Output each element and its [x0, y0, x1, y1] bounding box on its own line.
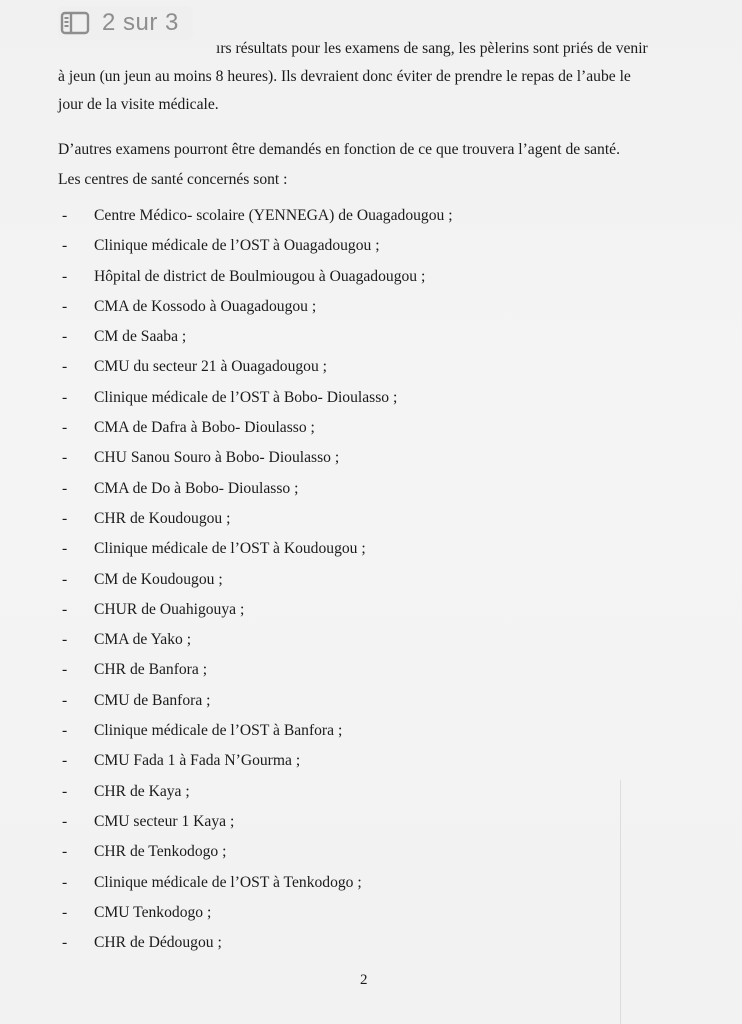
list-item: [62, 655, 453, 685]
center-name: CHR de Koudougou ;: [94, 509, 231, 527]
bullet-dash: -: [62, 843, 68, 861]
center-name: Clinique médicale de l’OST à Banfora ;: [94, 722, 343, 740]
center-name: CHR de Kaya ;: [94, 782, 190, 800]
bullet-dash: -: [62, 631, 68, 649]
bullet-dash: -: [62, 297, 68, 315]
center-name: CHUR de Ouahigouya ;: [94, 600, 245, 618]
center-name: Clinique médicale de l’OST à Tenkodogo ;: [94, 873, 362, 891]
page-indicator-label: 2 sur 3: [102, 9, 179, 36]
list-item: [62, 534, 453, 564]
paragraph-centers-intro: Les centres de santé concernés sont :: [58, 171, 288, 188]
bullet-dash: -: [62, 388, 68, 406]
center-name: CHR de Dédougou ;: [94, 934, 222, 952]
bullet-dash: -: [62, 812, 68, 830]
list-item: [62, 504, 453, 534]
bullet-dash: -: [62, 358, 68, 376]
page-indicator[interactable]: [58, 6, 193, 40]
center-name: CHR de Banfora ;: [94, 661, 208, 679]
paper-fold-line: [620, 780, 621, 1024]
center-name: CMU Fada 1 à Fada N’Gourma ;: [94, 752, 301, 770]
center-name: CMU Tenkodogo ;: [94, 903, 212, 921]
bullet-dash: -: [62, 570, 68, 588]
center-name: CMU secteur 1 Kaya ;: [94, 812, 235, 830]
list-item: [62, 201, 453, 231]
list-item: [62, 807, 453, 837]
bullet-dash: -: [62, 782, 68, 800]
center-name: CMU de Banfora ;: [94, 691, 211, 709]
paragraph-other-exams: D’autres examens pourront être demandés en fonction de ce que trouvera l’agent de santé.: [58, 141, 621, 158]
center-name: Centre Médico- scolaire (YENNEGA) de Ouagadougou ;: [94, 207, 453, 224]
bullet-dash: -: [62, 449, 68, 467]
bullet-dash: -: [62, 903, 68, 921]
list-item: [62, 777, 453, 807]
center-name: CMA de Do à Bobo- Dioulasso ;: [94, 479, 299, 497]
list-item: [62, 565, 453, 595]
bullet-dash: -: [62, 509, 68, 527]
center-name: CM de Koudougou ;: [94, 570, 223, 588]
list-item: [62, 231, 453, 261]
list-item: [62, 383, 453, 413]
bullet-dash: -: [62, 752, 68, 770]
bullet-dash: -: [62, 661, 68, 679]
list-item: [62, 686, 453, 716]
list-item: [62, 262, 453, 292]
list-item: [62, 928, 453, 958]
center-name: CMA de Kossodo à Ouagadougou ;: [94, 297, 317, 315]
sidebar-icon[interactable]: [60, 11, 90, 35]
bullet-dash: -: [62, 722, 68, 740]
page-number: 2: [360, 972, 368, 988]
bullet-dash: -: [62, 328, 68, 346]
center-name: CMA de Dafra à Bobo- Dioulasso ;: [94, 419, 315, 437]
paragraph-line-3: jour de la visite médicale.: [58, 96, 219, 113]
list-item: [62, 868, 453, 898]
list-item: [62, 352, 453, 382]
bullet-dash: -: [62, 237, 68, 255]
center-name: Hôpital de district de Boulmiougou à Ouagadougou ;: [94, 267, 426, 285]
bullet-dash: -: [62, 540, 68, 558]
bullet-dash: -: [62, 267, 68, 285]
paragraph-line-2: à jeun (un jeun au moins 8 heures). Ils devraient donc éviter de prendre le repas de l’aube le: [58, 68, 631, 85]
list-item: [62, 595, 453, 625]
list-item: [62, 746, 453, 776]
bullet-dash: -: [62, 600, 68, 618]
list-item: [62, 292, 453, 322]
list-item: [62, 625, 453, 655]
list-item: [62, 837, 453, 867]
bullet-dash: -: [62, 934, 68, 952]
bullet-dash: -: [62, 479, 68, 497]
health-centers-list: [62, 201, 453, 958]
list-item: [62, 898, 453, 928]
paragraph-line-1: ırs résultats pour les examens de sang, les pèlerins sont priés de venir: [216, 40, 648, 57]
center-name: CHU Sanou Souro à Bobo- Dioulasso ;: [94, 449, 340, 467]
bullet-dash: -: [62, 419, 68, 437]
list-item: [62, 413, 453, 443]
bullet-dash: -: [62, 691, 68, 709]
center-name: CMA de Yako ;: [94, 631, 192, 649]
bullet-dash: -: [62, 207, 68, 224]
list-item: [62, 443, 453, 473]
list-item: [62, 322, 453, 352]
list-item: [62, 716, 453, 746]
center-name: CM de Saaba ;: [94, 328, 187, 346]
center-name: CMU du secteur 21 à Ouagadougou ;: [94, 358, 327, 376]
bullet-dash: -: [62, 873, 68, 891]
center-name: Clinique médicale de l’OST à Ouagadougou ;: [94, 237, 380, 255]
center-name: Clinique médicale de l’OST à Koudougou ;: [94, 540, 366, 558]
center-name: CHR de Tenkodogo ;: [94, 843, 227, 861]
center-name: Clinique médicale de l’OST à Bobo- Dioulasso ;: [94, 388, 398, 406]
list-item: [62, 474, 453, 504]
